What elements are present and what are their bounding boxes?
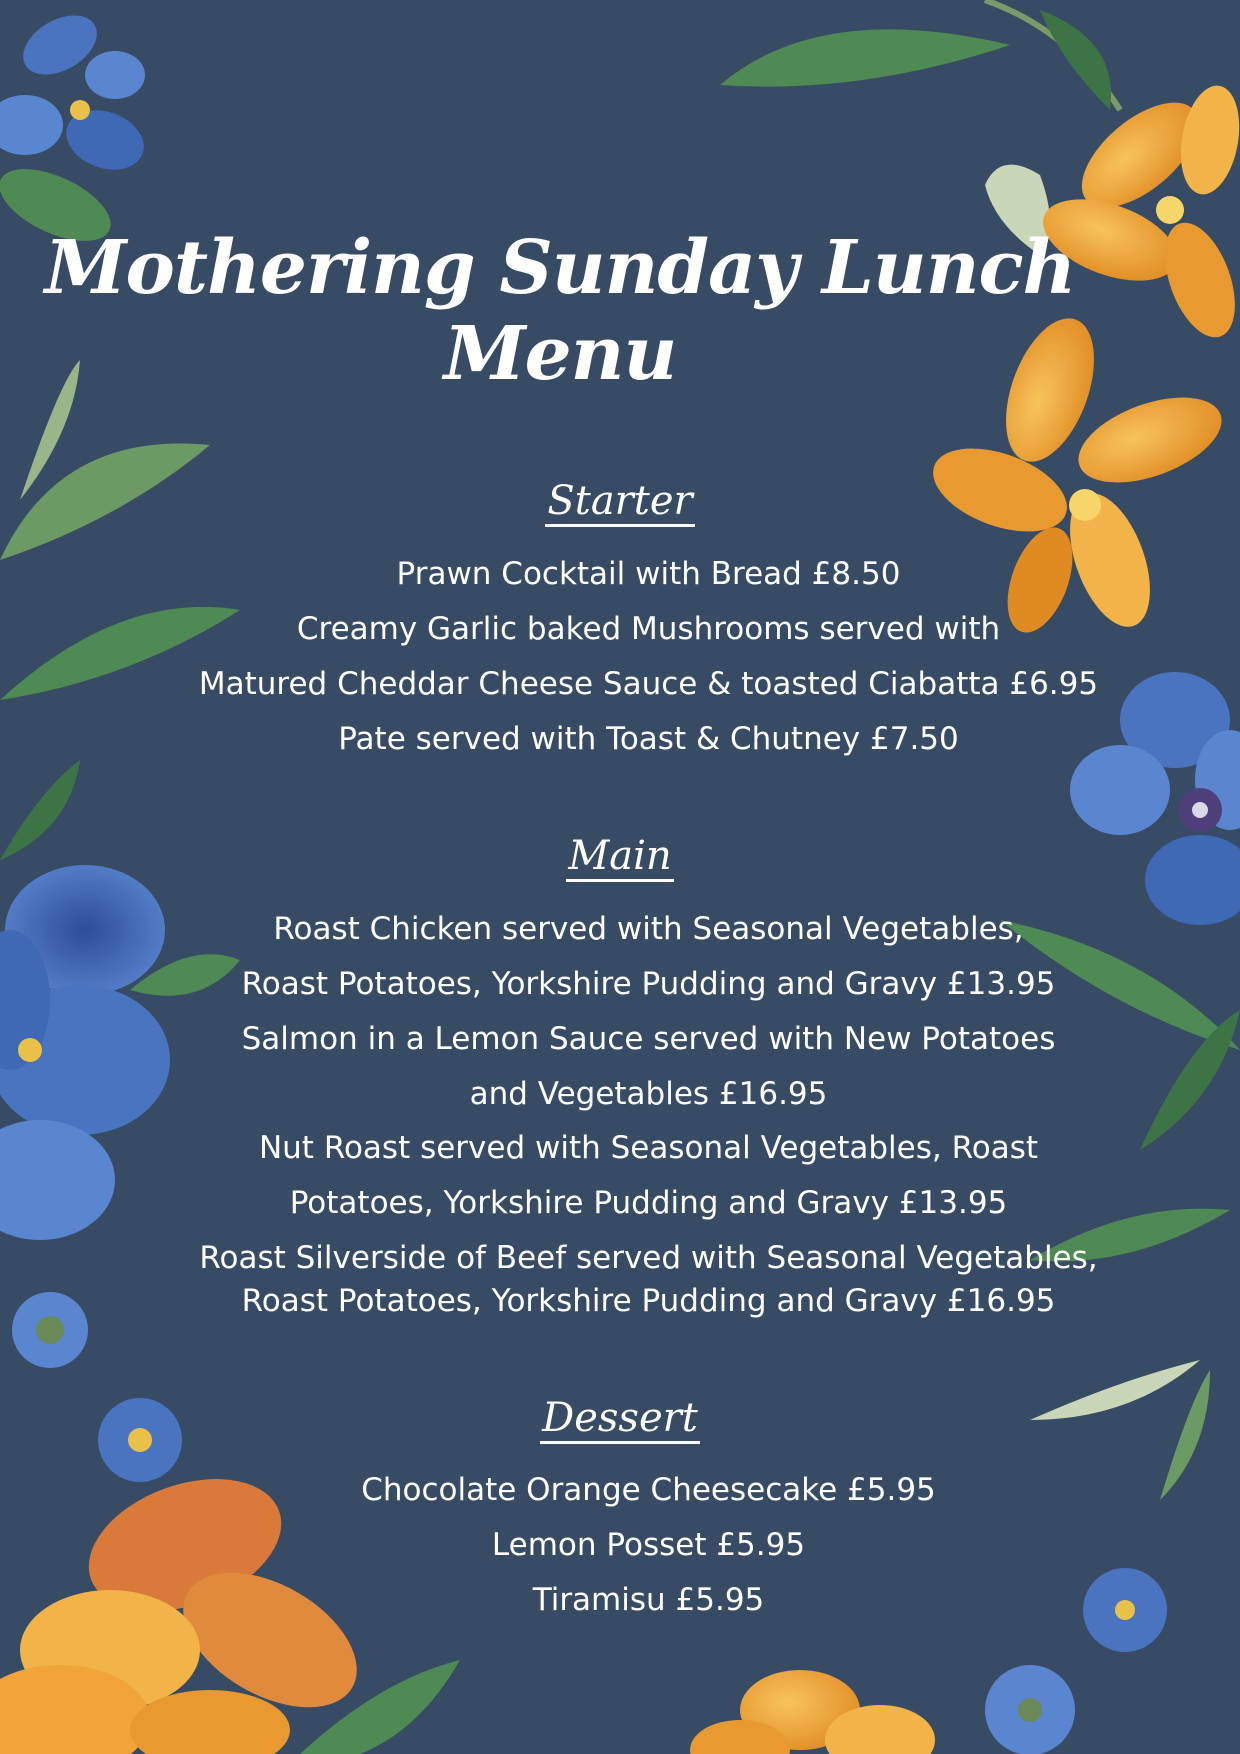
menu-item-line: Lemon Posset £5.95 [491,1527,806,1563]
section-heading-main: Main [0,833,1240,879]
menu-item-line: Prawn Cocktail with Bread £8.50 [396,556,901,592]
menu-item-line: Roast Silverside of Beef served with Seasonal Vegetables, [199,1240,1098,1276]
menu-item-line: Salmon in a Lemon Sauce served with New Potatoes [241,1021,1056,1057]
menu-item-line: Roast Potatoes, Yorkshire Pudding and Gravy £13.95 [241,966,1056,1002]
menu-item-line: Roast Chicken served with Seasonal Vegetables, [273,911,1024,947]
menu-item-line: Chocolate Orange Cheesecake £5.95 [361,1472,936,1508]
menu-item-line: Nut Roast served with Seasonal Vegetables, Roast [258,1130,1039,1166]
menu-item-line: Potatoes, Yorkshire Pudding and Gravy £13.95 [289,1185,1008,1221]
menu-item-line: and Vegetables £16.95 [469,1076,828,1112]
menu-title: Mothering Sunday Lunch Menu [44,225,1076,397]
menu-item-line: Creamy Garlic baked Mushrooms served with [296,611,1001,647]
menu-item-line: Roast Potatoes, Yorkshire Pudding and Gravy £16.95 [241,1283,1056,1319]
menu-item-line: Pate served with Toast & Chutney £7.50 [338,721,959,757]
menu-item-line: Matured Cheddar Cheese Sauce & toasted Ciabatta £6.95 [198,666,1099,702]
menu-item-line: Tiramisu £5.95 [532,1582,765,1618]
section-heading-starter: Starter [0,478,1240,524]
section-heading-dessert: Dessert [0,1395,1240,1441]
